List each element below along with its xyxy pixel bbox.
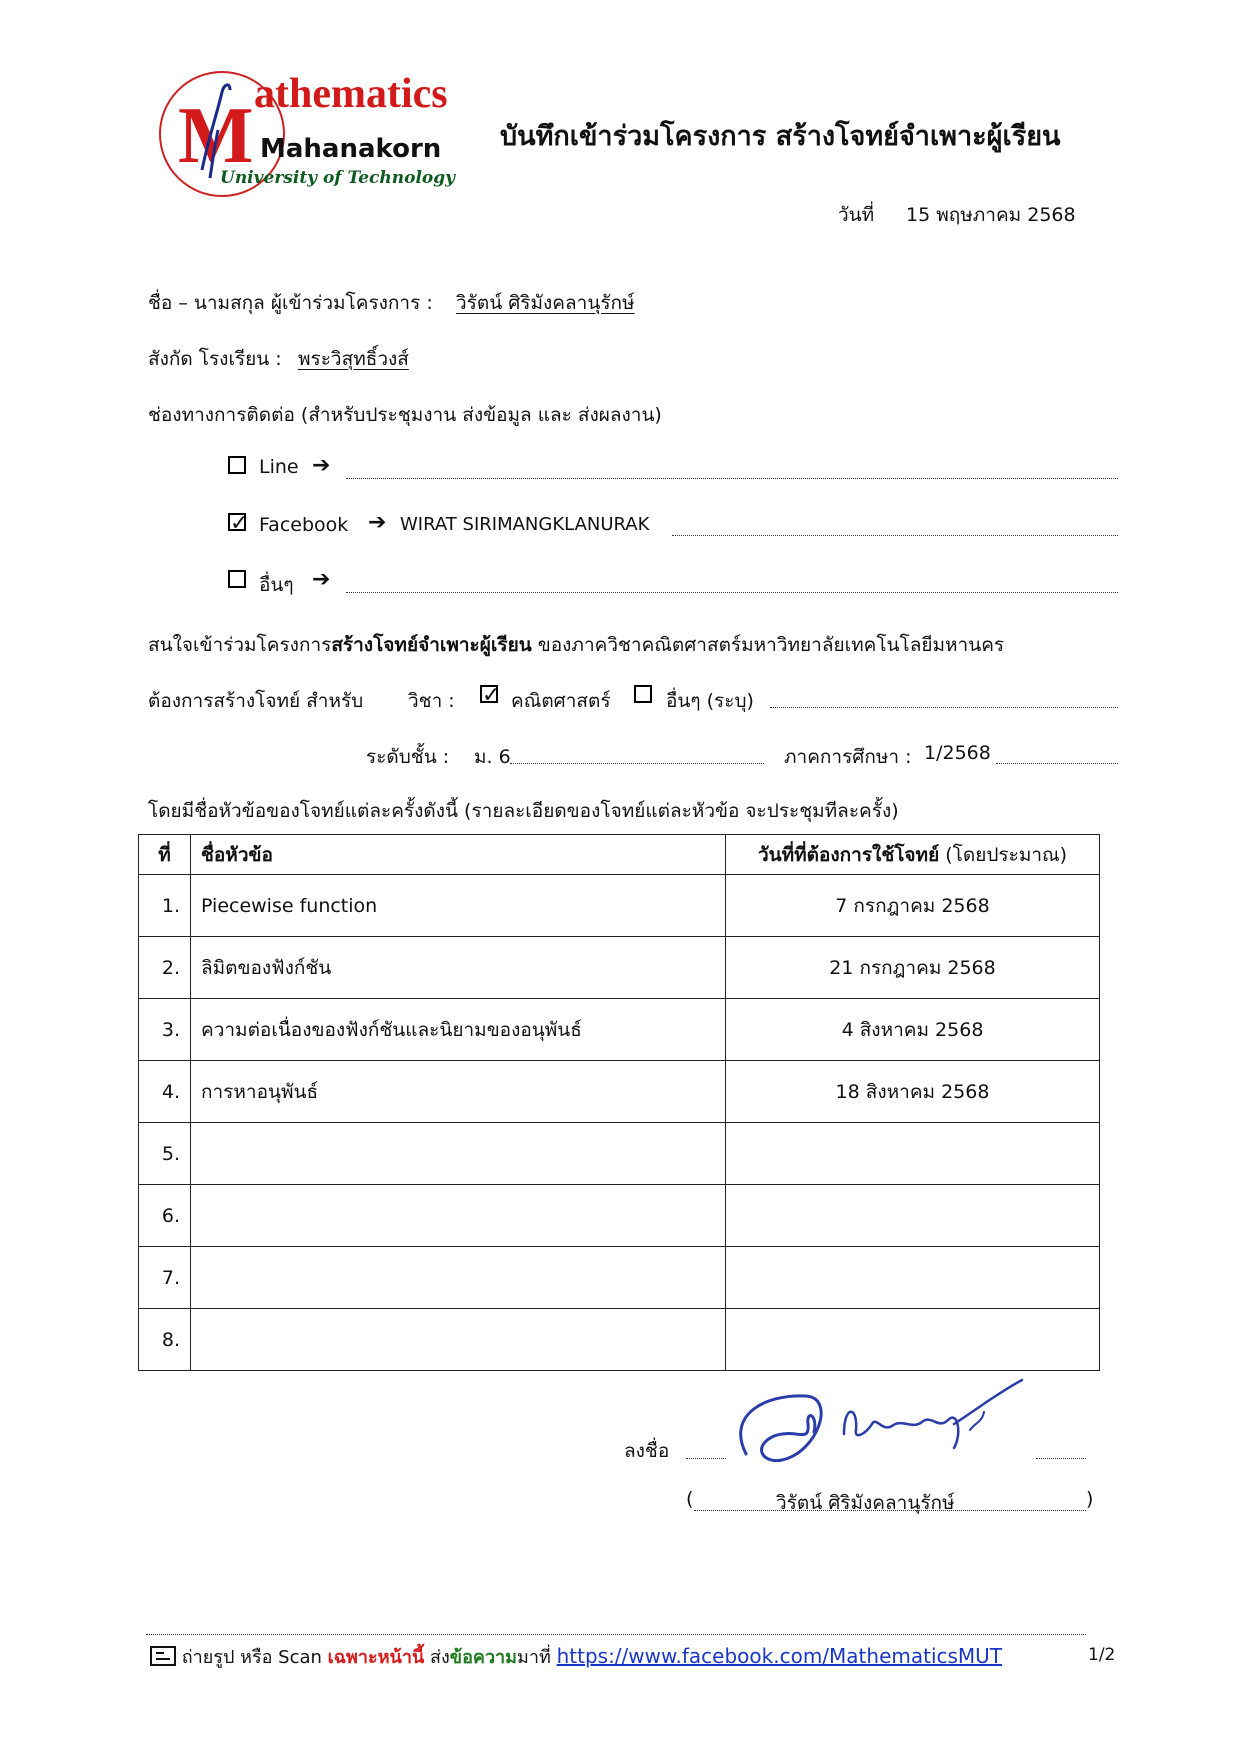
svg-text:M: M (178, 92, 254, 180)
row-topic[interactable]: การหาอนุพันธ์ (191, 1061, 726, 1123)
row-number: 6. (139, 1185, 191, 1247)
row-number: 7. (139, 1247, 191, 1309)
row-topic[interactable] (191, 1123, 726, 1185)
signature-field-end (1036, 1458, 1086, 1459)
row-topic[interactable]: Piecewise function (191, 875, 726, 937)
table-row (139, 1123, 1100, 1185)
footer-link[interactable]: https://www.facebook.com/MathematicsMUT (556, 1644, 1003, 1668)
subject-purpose-label: ต้องการสร้างโจทย์ สำหรับ (148, 690, 364, 712)
interest-statement (148, 630, 1004, 660)
table-row (139, 1061, 1100, 1123)
row-date[interactable] (726, 1309, 1100, 1371)
row-date[interactable]: 4 สิงหาคม 2568 (726, 999, 1100, 1061)
footer-only-this-page: เฉพาะหน้านี้ (327, 1647, 425, 1668)
arrow-right-icon: ➔ (312, 453, 331, 478)
row-topic[interactable]: ความต่อเนื่องของฟังก์ชันและนิยามของอนุพันธ์ (191, 999, 726, 1061)
row-topic[interactable] (191, 1247, 726, 1309)
interest-project: สร้างโจทย์จำเพาะผู้เรียน (331, 634, 532, 656)
term-value: 1/2568 (924, 742, 991, 764)
row-date[interactable] (726, 1185, 1100, 1247)
handwritten-signature (726, 1374, 1036, 1494)
col-header-topic: ชื่อหัวข้อ (191, 835, 726, 875)
level-value: ม. 6 (474, 746, 511, 768)
logo-line2: Mahanakorn (260, 134, 442, 164)
term-field[interactable] (996, 763, 1118, 764)
subject-other-checkbox[interactable] (634, 685, 652, 703)
table-row (139, 1185, 1100, 1247)
contact-heading: ช่องทางการติดต่อ (สำหรับประชุมงาน ส่งข้อมูล และ ส่งผลงาน) (148, 404, 662, 426)
date-label: วันที่ (838, 204, 875, 226)
logo-line1: athematics (254, 71, 448, 117)
footer-to: มาที่ (517, 1647, 557, 1668)
contact-line-label: Line (259, 456, 299, 478)
footer-divider (146, 1634, 1086, 1635)
topics-intro: โดยมีชื่อหัวข้อของโจทย์แต่ละครั้งดังนี้ (รายละเอียดของโจทย์แต่ละหัวข้อ จะประชุมทีละครั้ง) (148, 800, 899, 822)
page-number: 1/2 (1088, 1645, 1116, 1665)
footer-instruction (150, 1642, 1002, 1671)
table-row (139, 1309, 1100, 1371)
row-number: 2. (139, 937, 191, 999)
level-label: ระดับชั้น : (366, 746, 450, 768)
contact-other-label: อื่นๆ (259, 574, 294, 596)
signature-printed-name: วิรัตน์ ศิริมังคลานุรักษ์ (776, 1492, 955, 1514)
school-label: สังกัด โรงเรียน : (148, 348, 282, 370)
row-number: 3. (139, 999, 191, 1061)
name-value: วิรัตน์ ศิริมังคลานุรักษ์ (456, 292, 635, 314)
contact-facebook-label: Facebook (259, 514, 349, 536)
col-header-date-bold: วันที่ที่ต้องการใช้โจทย์ (757, 843, 940, 866)
school-value: พระวิสุทธิ์วงส์ (298, 348, 409, 370)
subject-other-label: อื่นๆ (ระบุ) (666, 690, 754, 712)
contact-facebook-checkbox[interactable] (228, 511, 249, 536)
university-logo (150, 70, 495, 198)
table-header-row (139, 835, 1100, 875)
signature-label: ลงชื่อ (624, 1440, 670, 1462)
signature-close-paren: ) (1086, 1488, 1094, 1510)
check-mark-icon: ✓ (230, 511, 249, 536)
contact-other-checkbox[interactable] (228, 570, 246, 588)
row-date[interactable]: 21 กรกฎาคม 2568 (726, 937, 1100, 999)
contact-facebook-value: WIRAT SIRIMANGKLANURAK (400, 514, 650, 535)
col-header-date-note: (โดยประมาณ) (939, 843, 1068, 866)
row-date[interactable]: 18 สิงหาคม 2568 (726, 1061, 1100, 1123)
interest-prefix: สนใจเข้าร่วมโครงการ (148, 634, 332, 656)
check-mark-icon: ✓ (482, 683, 501, 708)
interest-suffix: ของภาควิชาคณิตศาสตร์มหาวิทยาลัยเทคโนโลยีมหานคร (531, 634, 1005, 656)
subject-math-label: คณิตศาสตร์ (511, 690, 611, 712)
col-header-date (726, 835, 1100, 875)
table-row (139, 875, 1100, 937)
row-topic[interactable]: ลิมิตของฟังก์ชัน (191, 937, 726, 999)
table-row (139, 937, 1100, 999)
contact-line-value-field[interactable] (346, 478, 1118, 479)
arrow-right-icon: ➔ (368, 510, 387, 535)
table-row (139, 1247, 1100, 1309)
name-label: ชื่อ – นามสกุล ผู้เข้าร่วมโครงการ : (148, 292, 433, 314)
footer-send: ส่ง (424, 1647, 450, 1668)
message-icon (150, 1646, 176, 1666)
logo-line3: University of Technology (220, 168, 456, 188)
contact-other-value-field[interactable] (346, 592, 1118, 593)
row-date[interactable]: 7 กรกฎาคม 2568 (726, 875, 1100, 937)
signature-open-paren: ( (686, 1488, 694, 1510)
row-topic[interactable] (191, 1185, 726, 1247)
term-label: ภาคการศึกษา : (784, 746, 912, 768)
row-number: 4. (139, 1061, 191, 1123)
subject-other-field[interactable] (770, 707, 1118, 708)
row-number: 5. (139, 1123, 191, 1185)
arrow-right-icon: ➔ (312, 567, 331, 592)
subject-math-checkbox[interactable] (480, 683, 501, 708)
col-header-no: ที่ (139, 835, 191, 875)
row-topic[interactable] (191, 1309, 726, 1371)
row-date[interactable] (726, 1123, 1100, 1185)
topics-table (138, 834, 1100, 1371)
subject-label: วิชา : (408, 690, 455, 712)
row-number: 8. (139, 1309, 191, 1371)
footer-prefix: ถ่ายรูป หรือ Scan (176, 1647, 328, 1668)
level-field[interactable] (510, 763, 764, 764)
date-value: 15 พฤษภาคม 2568 (906, 204, 1076, 226)
footer-message: ข้อความ (449, 1647, 518, 1668)
contact-facebook-value-field[interactable] (672, 535, 1118, 536)
row-date[interactable] (726, 1247, 1100, 1309)
row-number: 1. (139, 875, 191, 937)
page-title: บันทึกเข้าร่วมโครงการ สร้างโจทย์จำเพาะผู้เรียน (500, 121, 1061, 152)
contact-line-checkbox[interactable] (228, 456, 246, 474)
table-row (139, 999, 1100, 1061)
signature-field[interactable] (686, 1458, 726, 1459)
